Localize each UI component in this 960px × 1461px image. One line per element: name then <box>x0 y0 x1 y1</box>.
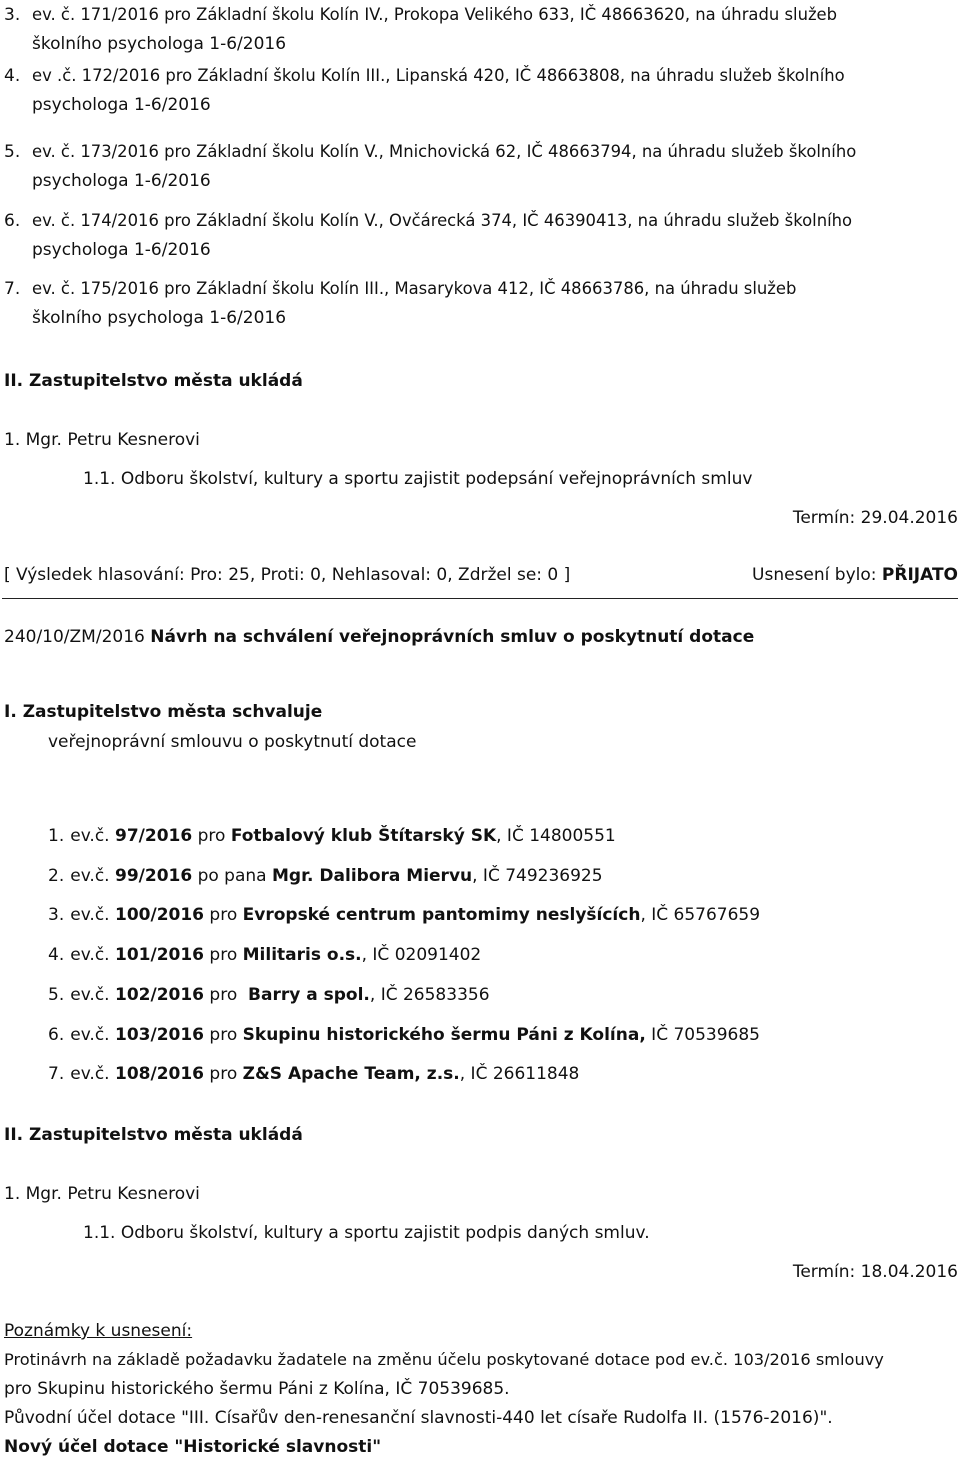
ev-prefix: ev.č. <box>70 945 115 965</box>
notes-heading: Poznámky k usnesení: <box>4 1321 193 1341</box>
task-text: Odboru školství, kultury a sportu zajistit podepsání veřejnoprávních smluv <box>120 469 753 489</box>
section-subheading: veřejnoprávní smlouvu o poskytnutí dotace <box>48 732 417 752</box>
task-number: 1.1. <box>83 1223 116 1243</box>
ic-number: , IČ 749236925 <box>472 866 603 886</box>
connector: pro <box>204 985 249 1005</box>
ic-number: , IČ 02091402 <box>361 945 482 965</box>
ev-number: 99/2016 <box>115 866 193 886</box>
list-item-number: 4. <box>4 66 21 86</box>
list-item <box>48 866 603 886</box>
list-item <box>48 1025 760 1045</box>
recipient-name: Skupinu historického šermu Páni z Kolína, <box>242 1025 646 1045</box>
item-number: 4. <box>48 945 65 965</box>
ev-prefix: ev.č. <box>70 866 115 886</box>
list-item-line: ev. č. 175/2016 pro Základní školu Kolín III., Masarykova 412, IČ 48663786, na úhradu služeb <box>32 279 797 298</box>
deadline: Termín: 18.04.2016 <box>792 1262 958 1282</box>
ev-prefix: ev.č. <box>70 905 115 925</box>
resolution-status <box>752 565 958 585</box>
task-number: 1.1. <box>83 469 116 489</box>
list-item-line: psychologa 1-6/2016 <box>32 95 211 115</box>
ic-number: , IČ 26611848 <box>459 1064 580 1084</box>
task <box>83 469 752 489</box>
recipient-name: Mgr. Dalibora Miervu <box>272 866 473 886</box>
responsible-person: 1. Mgr. Petru Kesnerovi <box>4 430 200 450</box>
ev-prefix: ev.č. <box>70 1025 115 1045</box>
list-item-line: ev .č. 172/2016 pro Základní školu Kolín III., Lipanská 420, IČ 48663808, na úhradu služeb školního <box>32 66 845 85</box>
ic-number: , IČ 65767659 <box>640 905 761 925</box>
resolution-name: Návrh na schválení veřejnoprávních smluv o poskytnutí dotace <box>150 627 755 647</box>
section-heading: I. Zastupitelstvo města schvaluje <box>4 702 323 722</box>
vote-result: [ Výsledek hlasování: Pro: 25, Proti: 0, Nehlasoval: 0, Zdržel se: 0 ] <box>4 565 571 585</box>
list-item-line: školního psychologa 1-6/2016 <box>32 308 287 328</box>
list-item-number: 6. <box>4 211 21 231</box>
deadline: Termín: 29.04.2016 <box>792 508 958 528</box>
list-item <box>48 826 616 846</box>
item-number: 6. <box>48 1025 65 1045</box>
ic-number: , IČ 14800551 <box>496 826 616 846</box>
list-item-line: psychologa 1-6/2016 <box>32 240 211 260</box>
notes-line: Původní účel dotace "III. Císařův den-renesanční slavnosti-440 let císaře Rudolfa II. (1576-2016)". <box>4 1408 833 1428</box>
connector: pro <box>192 826 231 846</box>
recipient-name: Evropské centrum pantomimy neslyšících <box>242 905 641 925</box>
list-item <box>48 945 481 965</box>
section-heading: II. Zastupitelstvo města ukládá <box>4 1125 303 1145</box>
ev-number: 102/2016 <box>115 985 205 1005</box>
connector: pro <box>204 1064 243 1084</box>
connector: pro <box>204 945 243 965</box>
list-item <box>48 905 760 925</box>
responsible-person: 1. Mgr. Petru Kesnerovi <box>4 1184 200 1204</box>
recipient-name: Z&S Apache Team, z.s. <box>242 1064 460 1084</box>
item-number: 5. <box>48 985 65 1005</box>
recipient-name: Fotbalový klub Štítarský SK <box>230 826 497 846</box>
resolution-title <box>4 627 754 647</box>
connector: pro <box>204 905 243 925</box>
recipient-name: Militaris o.s. <box>242 945 362 965</box>
ev-number: 103/2016 <box>115 1025 205 1045</box>
item-number: 3. <box>48 905 65 925</box>
notes-line: Protinávrh na základě požadavku žadatele na změnu účelu poskytované dotace pod ev.č. 103/2016 smlouvy <box>4 1350 884 1369</box>
connector: po pana <box>192 866 272 886</box>
list-item-line: ev. č. 174/2016 pro Základní školu Kolín V., Ovčárecká 374, IČ 46390413, na úhradu služeb školního <box>32 211 853 230</box>
list-item-number: 7. <box>4 279 21 299</box>
status-value: PŘIJATO <box>881 565 958 585</box>
list-item <box>48 1064 579 1084</box>
task <box>83 1223 650 1243</box>
list-item-line: psychologa 1-6/2016 <box>32 171 211 191</box>
ev-number: 97/2016 <box>115 826 193 846</box>
list-item-line: ev. č. 173/2016 pro Základní školu Kolín V., Mnichovická 62, IČ 48663794, na úhradu služeb školního <box>32 142 857 161</box>
item-number: 7. <box>48 1064 65 1084</box>
ic-number: , IČ 26583356 <box>369 985 490 1005</box>
list-item-number: 3. <box>4 5 21 25</box>
notes-line: pro Skupinu historického šermu Páni z Kolína, IČ 70539685. <box>4 1379 510 1399</box>
item-number: 1. <box>48 826 65 846</box>
task-text: Odboru školství, kultury a sportu zajistit podpis daných smluv. <box>120 1223 650 1243</box>
notes-line-new-purpose: Nový účel dotace "Historické slavnosti" <box>4 1437 382 1457</box>
list-item-line: ev. č. 171/2016 pro Základní školu Kolín IV., Prokopa Velikého 633, IČ 48663620, na úhradu služeb <box>32 5 838 24</box>
resolution-number: 240/10/ZM/2016 <box>4 627 151 647</box>
ev-prefix: ev.č. <box>70 1064 115 1084</box>
ev-number: 101/2016 <box>115 945 205 965</box>
item-number: 2. <box>48 866 65 886</box>
ev-prefix: ev.č. <box>70 826 115 846</box>
list-item-line: školního psychologa 1-6/2016 <box>32 34 287 54</box>
ev-prefix: ev.č. <box>70 985 115 1005</box>
ev-number: 100/2016 <box>115 905 205 925</box>
status-label: Usnesení bylo: <box>752 565 882 585</box>
section-heading: II. Zastupitelstvo města ukládá <box>4 371 303 391</box>
list-item-number: 5. <box>4 142 21 162</box>
list-item <box>48 985 490 1005</box>
ev-number: 108/2016 <box>115 1064 205 1084</box>
recipient-name: Barry a spol. <box>248 985 370 1005</box>
divider <box>2 598 958 599</box>
ic-number: IČ 70539685 <box>645 1025 760 1045</box>
connector: pro <box>204 1025 243 1045</box>
